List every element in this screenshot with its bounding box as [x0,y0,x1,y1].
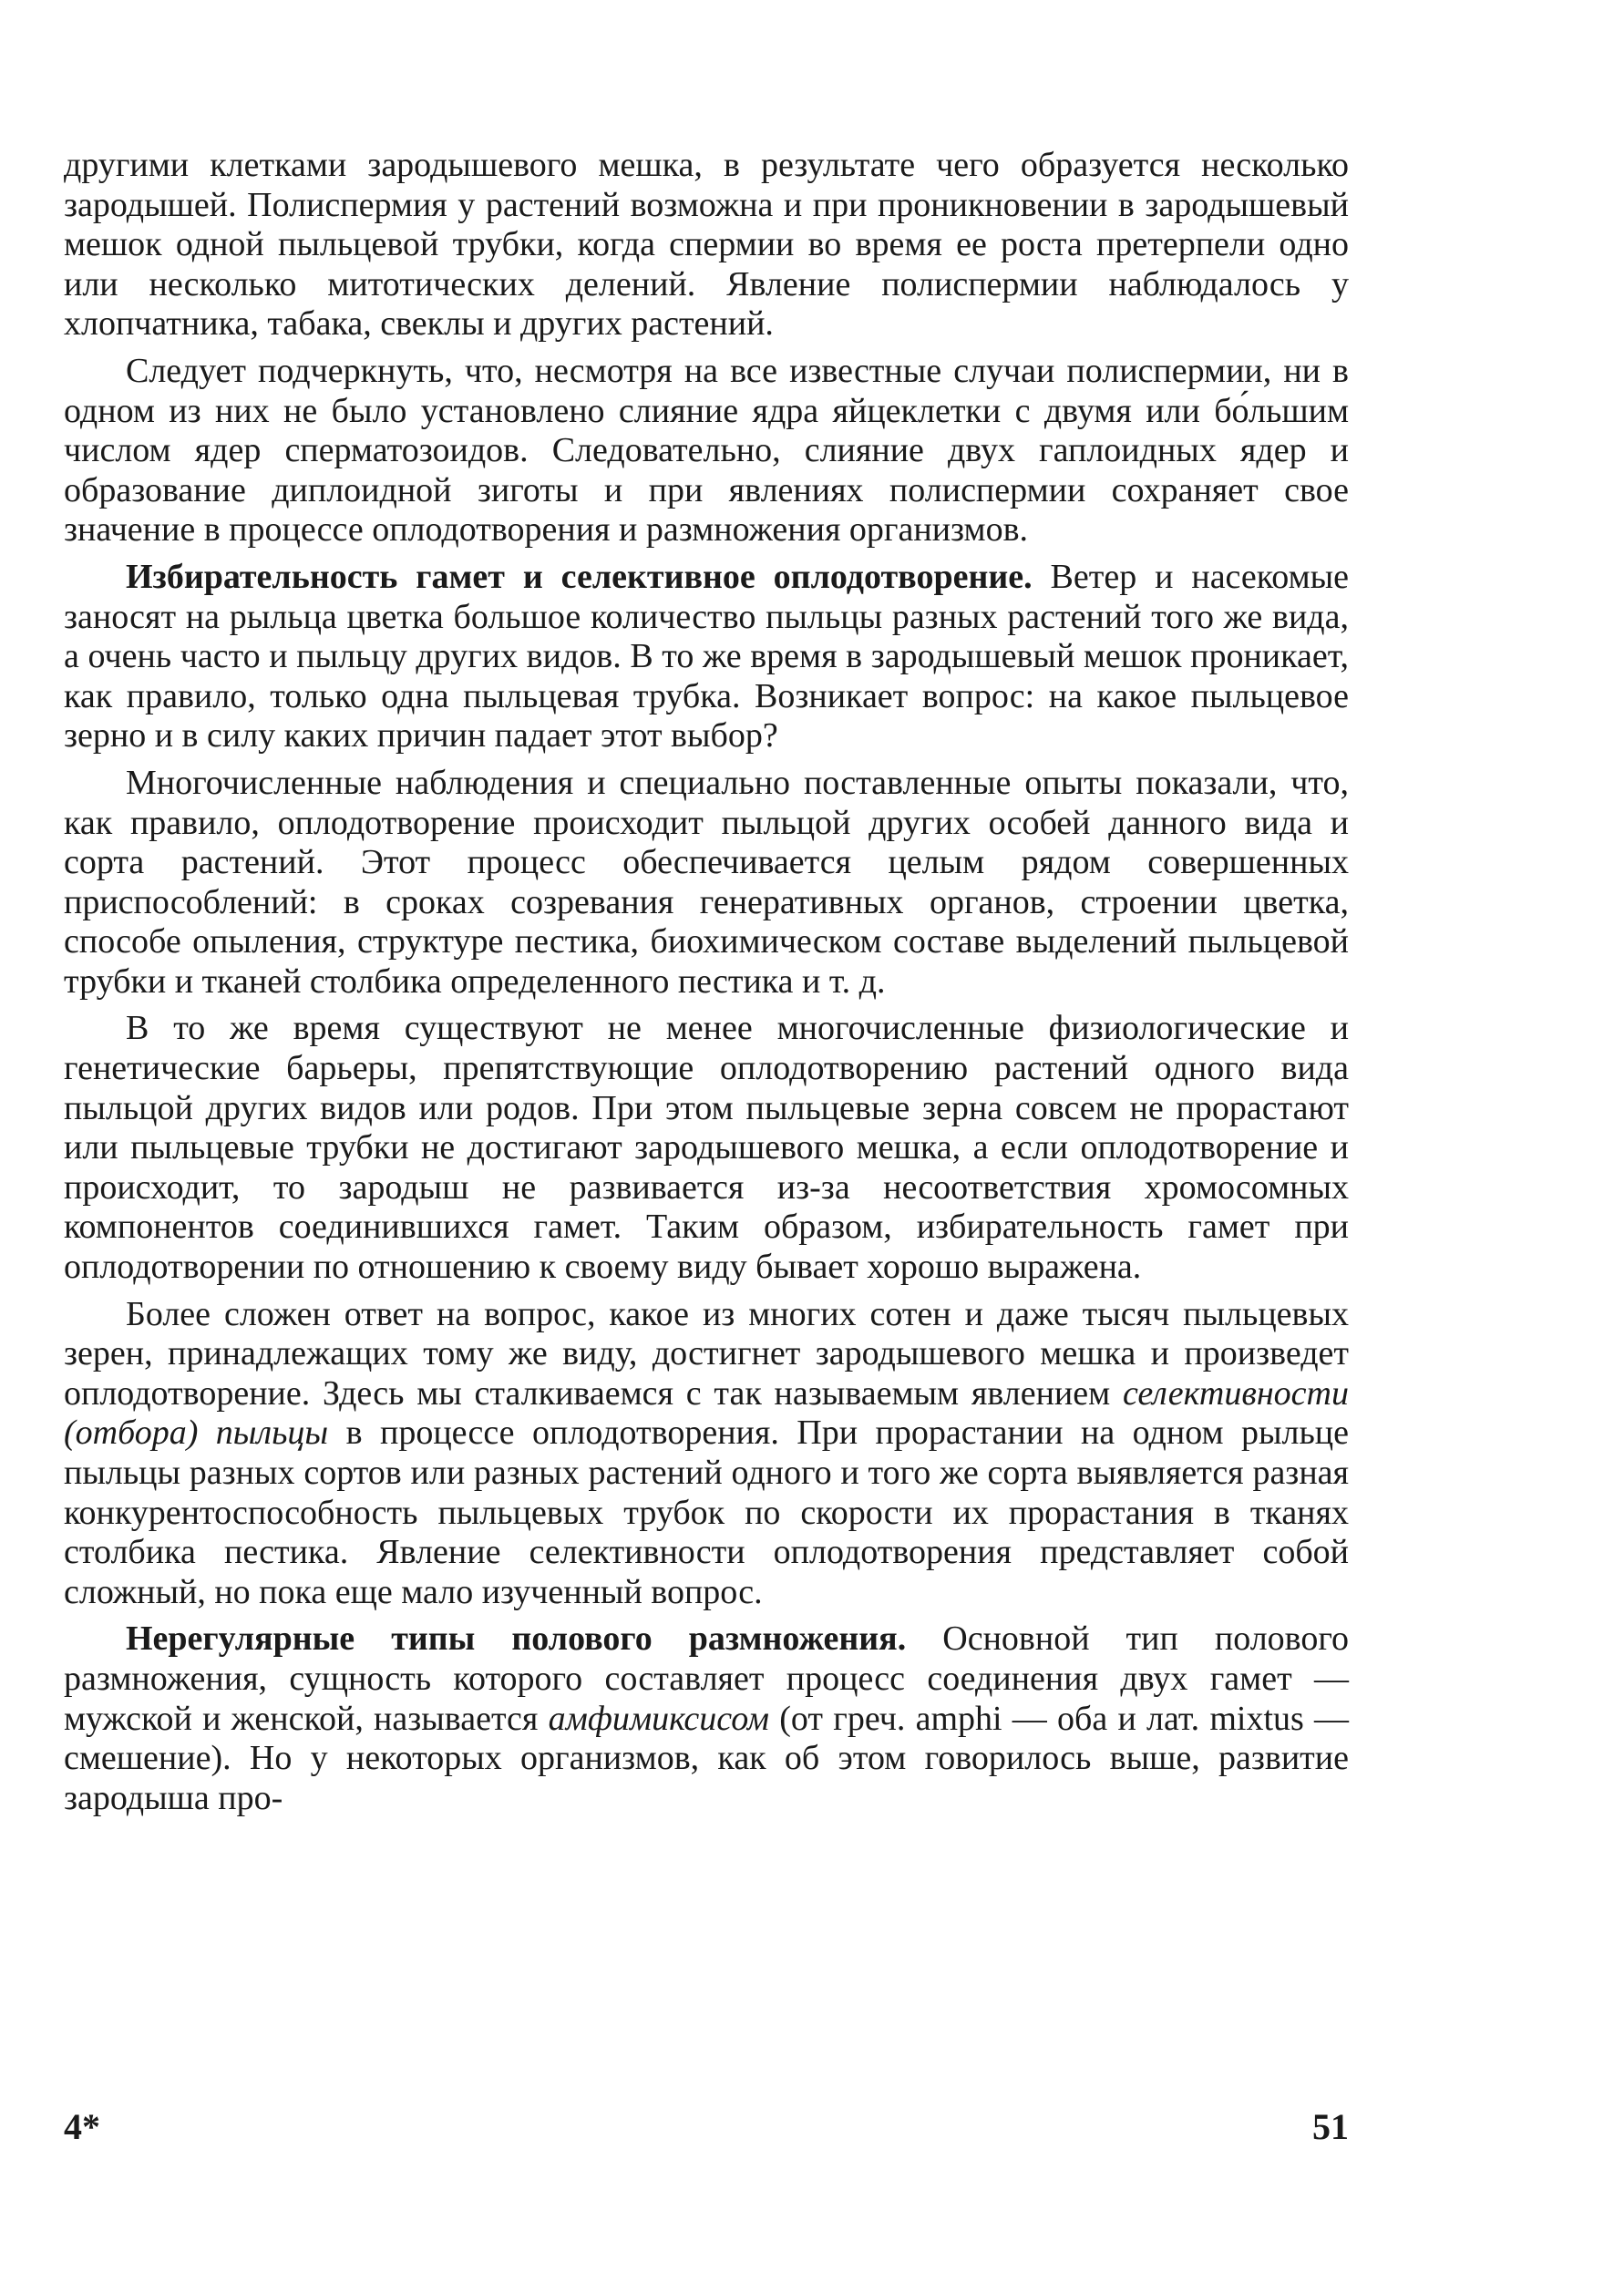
paragraph-text: Следует подчеркнуть, что, несмотря на все известные случаи полиспермии, ни в одном из них не было установлено слияние ядра яйцеклетки с двумя или бо́льшим числом ядер сперматозоидов. Следовательно, слияние двух гаплоидных ядер и образование диплоидной зиготы и при явлениях полиспермии сохраняет свое значение в процессе оплодотворения и размножения организмов. [64,351,1349,550]
paragraph-polyspermy-continued [64,146,1349,344]
page-body [64,146,1349,1825]
italic-term: амфимиксисом [548,1699,770,1738]
paragraph-observations [64,764,1349,1002]
paragraph-text: в процессе оплодотворения. При прорастании на одном рыльце пыльцы разных сортов или разных растений одного и того же сорта выявляется разная конкурентоспособность пыльцевых трубок по скорости их прорастания в тканях столбика пестика. Явление селективности оплодотворения представляет собой сложный, но пока еще мало изученный вопрос. [64,1414,1350,1611]
paragraph-text: Более сложен ответ на вопрос, какое из многих сотен и даже тысяч пыльцевых зерен, принадлежащих тому же виду, достигнет зародышевого мешка и произведет оплодотворение. Здесь мы сталкиваемся с так называемым явлением [64,1294,1349,1413]
italic-term: селективности (отбора) пыльцы [64,1373,1349,1453]
paragraph-text: (от греч. amphi — оба и лат. mixtus — смешение). Но у некоторых организмов, как об этом говорилось выше, развитие зародыша про- [64,1699,1350,1817]
paragraph-text: Ветер и насекомые заносят на рыльца цветка большое количество пыльцы разных растений того же вида, а очень часто и пыльцу других видов. В то же время в зародышевый мешок проникает, как правило, только одна пыльцевая трубка. Возникает вопрос: на какое пыльцевое зерно и в силу каких причин падает этот выбор? [64,557,1350,756]
paragraph-polyspermy-conclusion [64,352,1349,550]
paragraph-text: другими клетками зародышевого мешка, в результате чего образуется несколько зародышей. Полиспермия у растений возможна и при проникновении в зародышевый мешок одной пыльцевой трубки, когда спермии во время ее роста претерпели одно или несколько митотических делений. Явление полиспермии наблюдалось у хлопчатника, табака, свеклы и других растений. [64,146,1349,344]
paragraph-text: Основной тип полового размножения, сущность которого составляет процесс соединения двух гамет — мужской и женской, называется [64,1619,1349,1738]
paragraph-gamete-selectivity [64,558,1349,756]
paragraph-barriers [64,1009,1349,1287]
paragraph-text: В то же время существуют не менее многочисленные физиологические и генетические барьеры, препятствующие оплодотворению растений одного вида пыльцой других видов или родов. При этом пыльцевые зерна совсем не прорастают или пыльцевые трубки не достигают зародышевого мешка, а если оплодотворение и происходит, то зародыш не развивается из-за несоответствия хромосомных компонентов соединившихся гамет. Таким образом, избирательность гамет при оплодотворении по отношению к своему виду бывает хорошо выражена. [64,1009,1349,1287]
page-footer [64,2105,1349,2160]
paragraph-irregular-types [64,1619,1349,1818]
page-number: 51 [1312,2106,1349,2147]
section-heading: Нерегулярные типы полового размножения. [126,1619,907,1659]
paragraph-text: Многочисленные наблюдения и специально поставленные опыты показали, что, как правило, оплодотворение происходит пыльцой других особей данного вида и сорта растений. Этот процесс обеспечивается целым рядом совершенных приспособлений: в сроках созревания генеративных органов, строении цветка, способе опыления, структуре пестика, биохимическом составе выделений пыльцевой трубки и тканей столбика определенного пестика и т. д. [64,763,1349,1001]
signature-mark: 4* [64,2106,100,2147]
paragraph-pollen-selection [64,1295,1349,1613]
section-heading: Избирательность гамет и селективное оплодотворение. [126,557,1033,596]
